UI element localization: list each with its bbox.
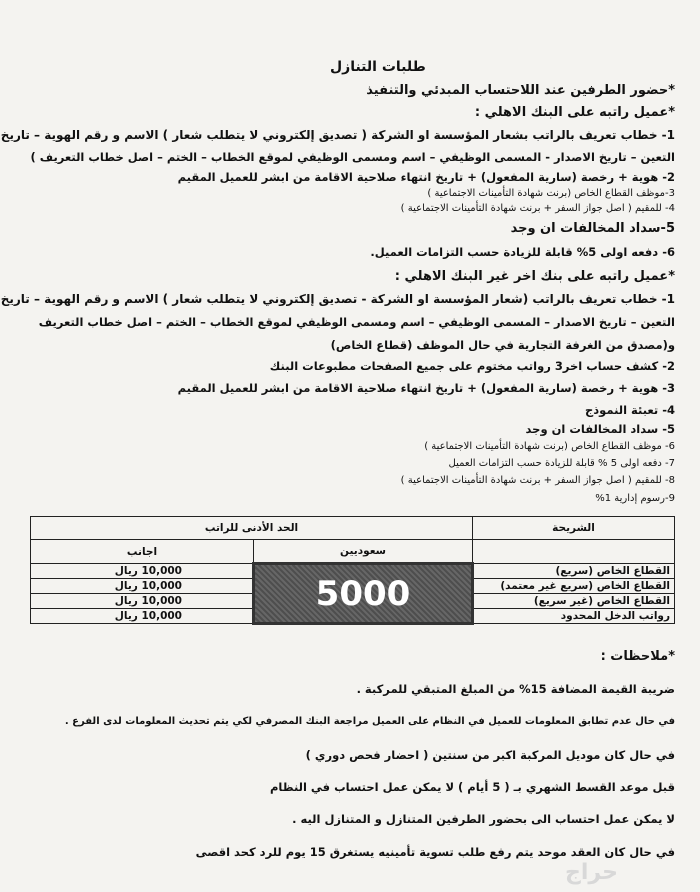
segment-cell: القطاع الخاص (سريع) [473, 564, 675, 579]
other-item: 7- دفعه اولى 5 % قابلة للزيادة حسب التزامات العميل [448, 458, 675, 469]
section-ahli-heading: *عميل راتبه على البنك الاهلي : [474, 105, 675, 120]
note-item: قبل موعد القسط الشهري بـ ( 5 أيام ) لا يمكن عمل احتساب في النظام [270, 780, 675, 794]
intro-line: *حضور الطرفين عند اللاحتساب المبدئي والتنفيذ [366, 83, 675, 98]
ahli-item: التعين – تاريخ الاصدار - المسمى الوظيفي – اسم ومسمى الوظيفي لموقع الخطاب – الختم – اصل خطاب التعريف ) [30, 150, 675, 164]
section-other-heading: *عميل راتبه على بنك اخر غير البنك الاهلي : [394, 269, 675, 284]
note-item: في حال عدم تطابق المعلومات للعميل في النظام على العميل مراجعة البنك المصرفي لكي يتم تحديث المعلومات لدى الفرع . [64, 716, 675, 727]
other-item: 3- هوية + رخصة (سارية المفعول) + تاريخ انتهاء صلاحية الاقامة من ابشر للعميل المقيم [177, 381, 675, 395]
note-item: في حال كان موديل المركبة اكبر من سنتين ( احضار فحص دوري ) [305, 748, 675, 762]
ahli-item: 5-سداد المخالفات ان وجد [510, 221, 675, 236]
note-item: لا يمكن عمل احتساب الى بحضور الطرفين المتنازل و المتنازل اليه . [292, 812, 675, 826]
ahli-item: 4- للمقيم ( اصل جواز السفر + برنت شهادة التأمينات الاجتماعية ) [400, 203, 675, 214]
note-item: ضريبة القيمة المضافة 15% من المبلغ المتبقي للمركبة . [356, 682, 675, 696]
empty-cell [473, 540, 675, 564]
other-item: 1- خطاب تعريف بالراتب (شعار المؤسسة او الشركة - تصديق إلكتروني لا يتطلب شعار ) الاسم و رقم الهوية – تاريخ [0, 292, 675, 306]
segment-cell: القطاع الخاص (غير سريع) [473, 594, 675, 609]
other-item: 9-رسوم إدارية 1% [595, 493, 675, 504]
other-item: 5- سداد المخالفات ان وجد [525, 422, 675, 436]
document-title: طلبات التنازل [330, 59, 426, 75]
other-item: و(مصدق من الغرفة التجارية في حال الموظف (قطاع الخاص) [330, 338, 675, 352]
other-item: 4- تعبئة النموذج [584, 403, 675, 417]
ahli-item: 1- خطاب تعريف بالراتب بشعار المؤسسة او الشركة ( تصديق إلكتروني لا يتطلب شعار ) الاسم و رقم الهوية – تاريخ [0, 128, 675, 142]
salary-table [30, 516, 675, 625]
col-segment: الشريحة [473, 517, 675, 540]
other-item: 2- كشف حساب اخر3 رواتب مختوم على جميع الصفحات مطبوعات البنك [269, 359, 675, 373]
ahli-item: 2- هوية + رخصة (سارية المفعول) + تاريخ انتهاء صلاحية الاقامة من ابشر للعميل المقيم [177, 170, 675, 184]
table-row [31, 564, 675, 579]
segment-cell: رواتب الدخل المحدود [473, 609, 675, 624]
ahli-item: 3-موظف القطاع الخاص (برنت شهادة التأمينات الاجتماعية ) [427, 188, 675, 199]
foreign-cell: 10,000 ريال [31, 609, 254, 624]
note-item: في حال كان العقد موحد يتم رفع طلب تسوية تأمينيه يستغرق 15 يوم للرد كحد اقصى [195, 845, 675, 859]
saudi-value: 5000 [254, 564, 473, 624]
col-min-salary: الحد الأدنى للراتب [31, 517, 473, 540]
notes-heading: *ملاحظات : [600, 649, 675, 664]
other-item: 8- للمقيم ( اصل جواز السفر + برنت شهادة التأمينات الاجتماعية ) [400, 475, 675, 486]
watermark-logo: حراج [565, 860, 618, 885]
col-saudi: سعوديين [254, 540, 473, 564]
foreign-cell: 10,000 ريال [31, 564, 254, 579]
other-item: التعين – تاريخ الاصدار – المسمى الوظيفي – اسم ومسمى الوظيفي لموقع الخطاب – الختم – اصل خطاب التعريف [38, 315, 675, 329]
segment-cell: القطاع الخاص (سريع غير معتمد) [473, 579, 675, 594]
foreign-cell: 10,000 ريال [31, 579, 254, 594]
other-item: 6- موظف القطاع الخاص (برنت شهادة التأمينات الاجتماعية ) [424, 441, 675, 452]
ahli-item: 6- دفعه اولى 5% قابلة للزيادة حسب التزامات العميل. [370, 245, 675, 259]
foreign-cell: 10,000 ريال [31, 594, 254, 609]
col-foreign: اجانب [31, 540, 254, 564]
